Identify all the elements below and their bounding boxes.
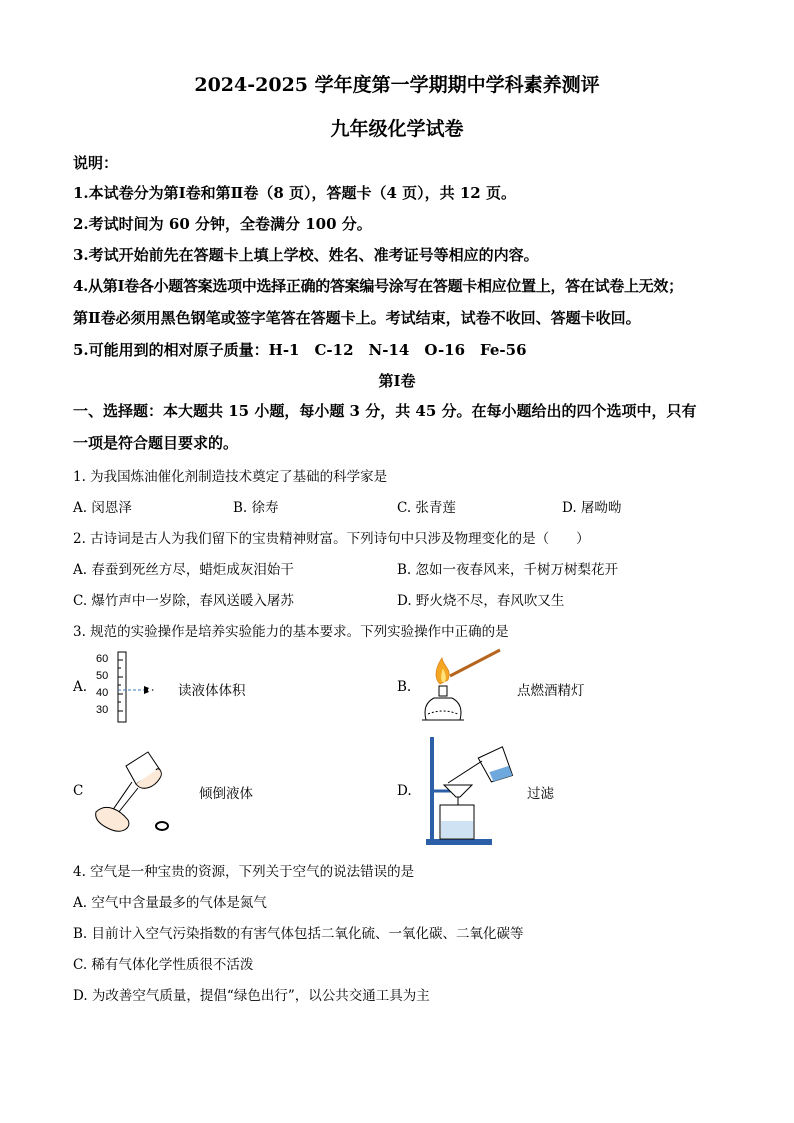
option-b: B. bbox=[397, 679, 412, 695]
filtration-figure bbox=[418, 735, 518, 847]
option-c: C. 稀有气体化学性质很不活泼 bbox=[73, 957, 254, 973]
question-stem: 2. 古诗词是古人为我们留下的宝贵精神财富。下列诗句中只涉及物理变化的是（ ） bbox=[73, 531, 590, 547]
instruction-item: 3.考试开始前先在答题卡上填上学校、姓名、准考证号等相应的内容。 bbox=[73, 246, 539, 264]
option-d: D. 野火烧不尽，春风吹又生 bbox=[397, 593, 565, 609]
cylinder-tick-label: 60 bbox=[96, 653, 109, 665]
section-heading: 一、选择题：本大题共 15 小题，每小题 3 分，共 45 分。在每小题给出的四个选项中，只有 bbox=[73, 402, 697, 420]
option-a: A. 闵恩泽 bbox=[73, 500, 132, 516]
pouring-liquid-figure bbox=[92, 748, 192, 838]
question-stem: 3. 规范的实验操作是培养实验能力的基本要求。下列实验操作中正确的是 bbox=[73, 624, 509, 640]
option-d: D. 为改善空气质量，提倡“绿色出行”，以公共交通工具为主 bbox=[73, 988, 430, 1004]
option-a: A. 空气中含量最多的气体是氮气 bbox=[73, 895, 267, 911]
question-stem: 4. 空气是一种宝贵的资源，下列关于空气的说法错误的是 bbox=[73, 864, 415, 880]
option-d: D. bbox=[397, 783, 412, 799]
caption-read-volume: 读液体体积 bbox=[178, 683, 246, 699]
instruction-item: 5.可能用到的相对原子质量：H-1 C-12 N-14 O-16 Fe-56 bbox=[73, 341, 527, 359]
exam-title: 2024-2025 学年度第一学期期中学科素养测评 bbox=[194, 74, 600, 96]
question-stem: 1. 为我国炼油催化剂制造技术奠定了基础的科学家是 bbox=[73, 469, 388, 485]
option-d: D. 屠呦呦 bbox=[562, 500, 622, 516]
part-heading: 第Ⅰ卷 bbox=[378, 372, 416, 390]
instruction-item: 4.从第Ⅰ卷各小题答案选项中选择正确的答案编号涂写在答题卡相应位置上，答在试卷上无效； bbox=[73, 277, 683, 295]
option-b: B. 徐寿 bbox=[233, 500, 279, 516]
alcohol-lamp-figure bbox=[412, 646, 507, 726]
cylinder-tick-label: 50 bbox=[96, 670, 109, 682]
instruction-item: 2.考试时间为 60 分钟，全卷满分 100 分。 bbox=[73, 215, 372, 233]
instruction-item: 1.本试卷分为第Ⅰ卷和第Ⅱ卷（8 页），答题卡（4 页），共 12 页。 bbox=[73, 184, 516, 202]
caption-light-lamp: 点燃酒精灯 bbox=[517, 683, 585, 699]
option-a: A. 春蚕到死丝方尽，蜡炬成灰泪始干 bbox=[73, 562, 294, 578]
option-c: C. 张青莲 bbox=[397, 500, 456, 516]
exam-subtitle: 九年级化学试卷 bbox=[330, 118, 464, 140]
option-b: B. 目前计入空气污染指数的有害气体包括二氧化硫、一氧化碳、二氧化碳等 bbox=[73, 926, 524, 942]
option-a: A. bbox=[73, 679, 88, 695]
cylinder-tick-label: 40 bbox=[96, 687, 109, 699]
option-b: B. 忽如一夜春风来，千树万树梨花开 bbox=[397, 562, 619, 578]
cylinder-tick-label: 30 bbox=[96, 704, 109, 716]
caption-pour-liquid: 倾倒液体 bbox=[199, 786, 253, 802]
option-c: C bbox=[73, 783, 84, 799]
section-heading-cont: 一项是符合题目要求的。 bbox=[73, 434, 239, 452]
caption-filtration: 过滤 bbox=[527, 786, 554, 802]
instructions-label: 说明： bbox=[73, 154, 119, 172]
option-c: C. 爆竹声中一岁除，春风送暖入屠苏 bbox=[73, 593, 294, 609]
instruction-item: 第Ⅱ卷必须用黑色钢笔或签字笔答在答题卡上。考试结束，试卷不收回、答题卡收回。 bbox=[73, 309, 641, 327]
